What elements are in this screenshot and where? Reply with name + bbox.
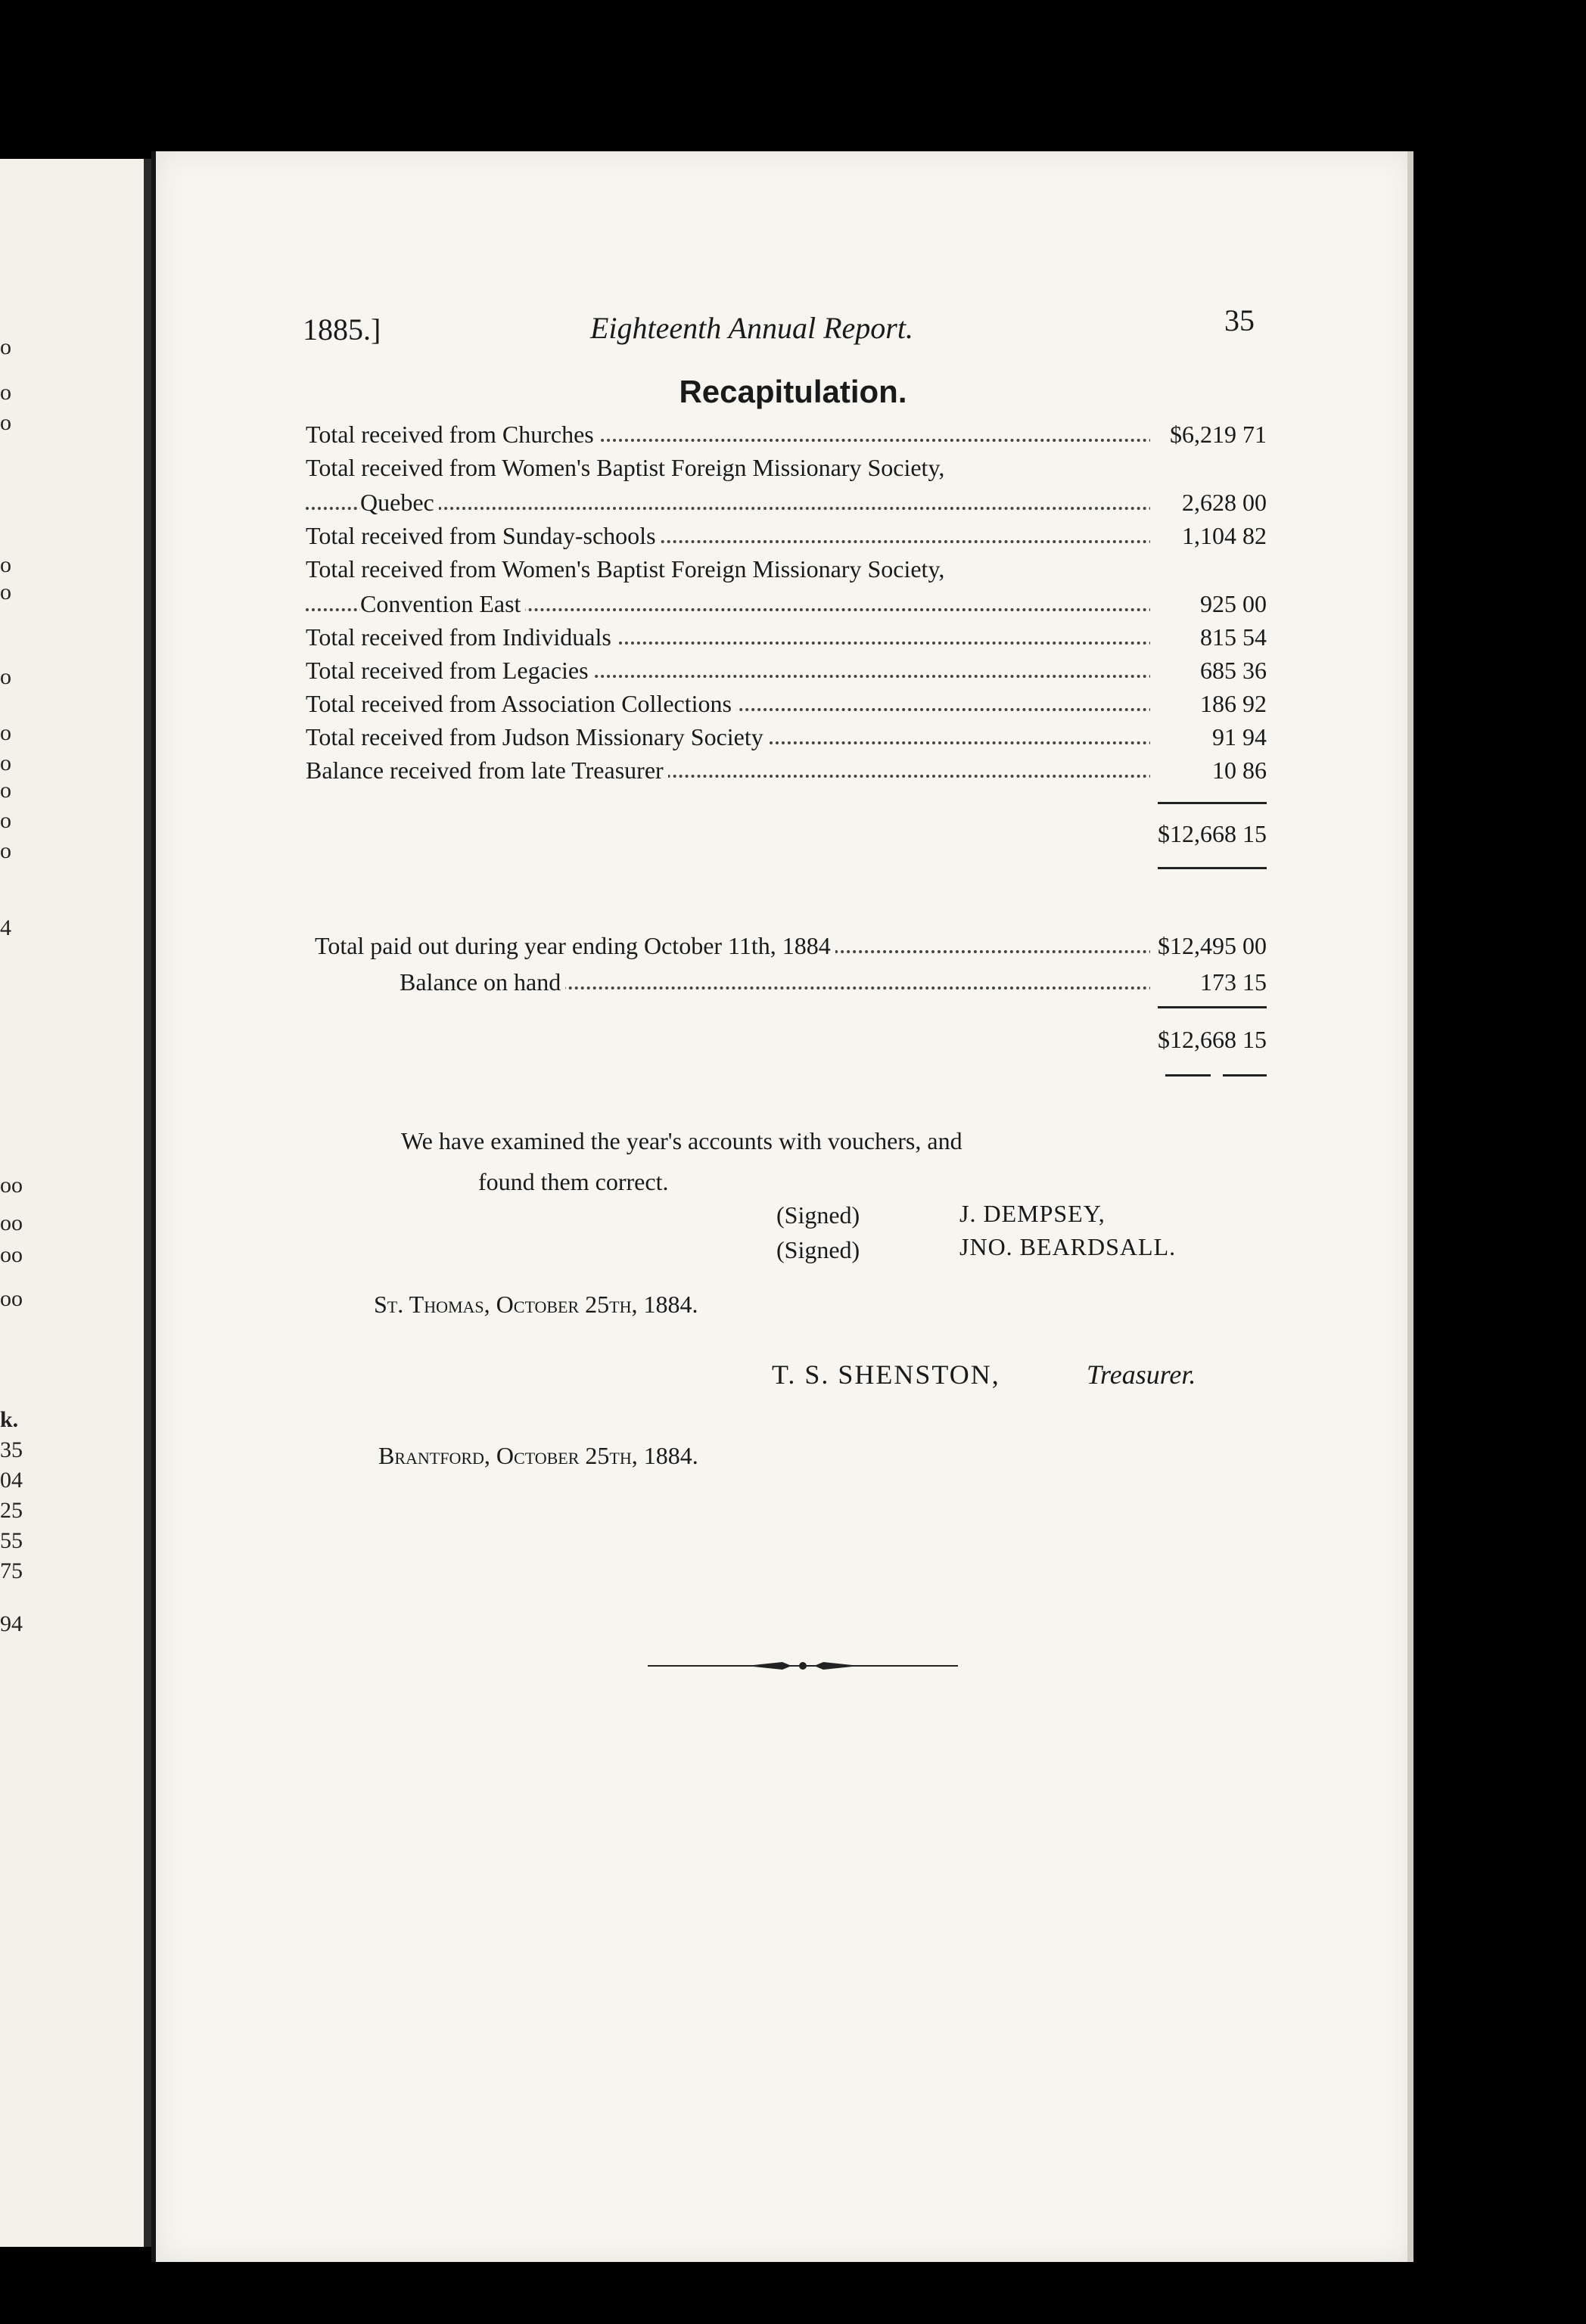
row-label: Balance on hand (400, 968, 565, 996)
ledger-row (306, 590, 1267, 623)
signed-label: (Signed) (776, 1236, 860, 1263)
ornament-divider-icon (648, 1657, 958, 1675)
ledger-row (315, 968, 1267, 1002)
left-fragment: o (0, 579, 11, 604)
row-label: Total received from Association Collections (306, 690, 736, 718)
left-fragment: 25 (0, 1498, 23, 1523)
treasurer-title: Treasurer. (1087, 1359, 1196, 1390)
left-fragment: o (0, 410, 11, 435)
row-amount: $12,495 00 (1150, 932, 1267, 960)
left-fragment: oo (0, 1242, 23, 1267)
ledger-row (306, 623, 1267, 657)
recapitulation-heading: Recapitulation. (679, 374, 907, 409)
row-amount: 186 92 (1150, 690, 1267, 718)
total-rule (1158, 867, 1267, 869)
row-label: Total received from Women's Baptist Foreign Missionary Society, (306, 454, 949, 482)
left-fragment: o (0, 380, 11, 405)
left-fragment: o (0, 334, 11, 359)
page-edge (1407, 151, 1413, 2262)
signed-label: (Signed) (776, 1201, 860, 1229)
ledger-row (306, 657, 1267, 690)
ledger-row (306, 489, 1267, 522)
left-fragment: o (0, 720, 11, 745)
left-fragment: oo (0, 1286, 23, 1311)
total-rule (1165, 1074, 1211, 1077)
treasurer-name: T. S. SHENSTON, (772, 1359, 1000, 1390)
row-amount: 2,628 00 (1150, 489, 1267, 517)
left-fragment: o (0, 838, 11, 863)
ledger-row (306, 757, 1267, 790)
header-year: 1885.] (303, 312, 381, 346)
row-label: Total received from Individuals (306, 623, 616, 651)
left-fragment: o (0, 808, 11, 833)
certification-line-1: We have examined the year's accounts with vouchers, and (401, 1127, 962, 1154)
left-page-fragment (0, 159, 151, 2247)
row-amount: $6,219 71 (1150, 421, 1267, 449)
row-amount: 173 15 (1150, 968, 1267, 996)
row-label: Total received from Women's Baptist Foreign Missionary Society, (306, 555, 949, 583)
left-fragment: k. (0, 1407, 19, 1432)
total-rule (1223, 1074, 1267, 1077)
signatory-name: J. DEMPSEY, (959, 1200, 1106, 1227)
row-amount: 91 94 (1150, 723, 1267, 751)
left-fragment: oo (0, 1210, 23, 1235)
left-fragment: o (0, 778, 11, 803)
left-fragment: 4 (0, 915, 11, 940)
row-amount: 685 36 (1150, 657, 1267, 685)
ledger-row (315, 932, 1267, 965)
row-label: Convention East (360, 590, 525, 618)
sum-rule (1158, 1006, 1267, 1008)
ledger-row (306, 522, 1267, 555)
header-title: Eighteenth Annual Report. (590, 311, 913, 345)
ledger-row (306, 723, 1267, 757)
total-paid: $12,668 15 (1158, 1026, 1267, 1053)
ledger-row (306, 421, 1267, 454)
signatory-name: JNO. BEARDSALL. (959, 1233, 1177, 1260)
left-fragment: o (0, 664, 11, 689)
left-fragment: 94 (0, 1611, 23, 1636)
row-label: Quebec (360, 489, 439, 517)
left-fragment: 35 (0, 1437, 23, 1462)
page-number: 35 (1224, 303, 1255, 337)
certification-line-2: found them correct. (478, 1168, 669, 1195)
total-received: $12,668 15 (1158, 820, 1267, 847)
row-amount: 1,104 82 (1150, 522, 1267, 550)
place-date: St. Thomas, October 25th, 1884. (374, 1291, 698, 1318)
left-fragment: 75 (0, 1558, 23, 1583)
sum-rule (1158, 802, 1267, 804)
ledger-row (306, 555, 1267, 589)
treasurer-place-date: Brantford, October 25th, 1884. (378, 1442, 698, 1469)
left-fragment: o (0, 750, 11, 775)
row-amount: 815 54 (1150, 623, 1267, 651)
row-label: Total paid out during year ending October 11th, 1884 (315, 932, 835, 960)
left-fragment: o (0, 552, 11, 577)
row-label: Balance received from late Treasurer (306, 757, 668, 785)
row-label: Total received from Judson Missionary Society (306, 723, 768, 751)
row-label: Total received from Sunday-schools (306, 522, 661, 550)
left-fragment: oo (0, 1173, 23, 1198)
ledger-row (306, 690, 1267, 723)
left-fragment: 04 (0, 1468, 23, 1493)
row-amount: 10 86 (1150, 757, 1267, 785)
left-fragment: 55 (0, 1528, 23, 1553)
row-label: Total received from Churches (306, 421, 599, 449)
row-label: Total received from Legacies (306, 657, 593, 685)
ledger-row (306, 454, 1267, 487)
left-page-edge (144, 159, 151, 2247)
row-amount: 925 00 (1150, 590, 1267, 618)
